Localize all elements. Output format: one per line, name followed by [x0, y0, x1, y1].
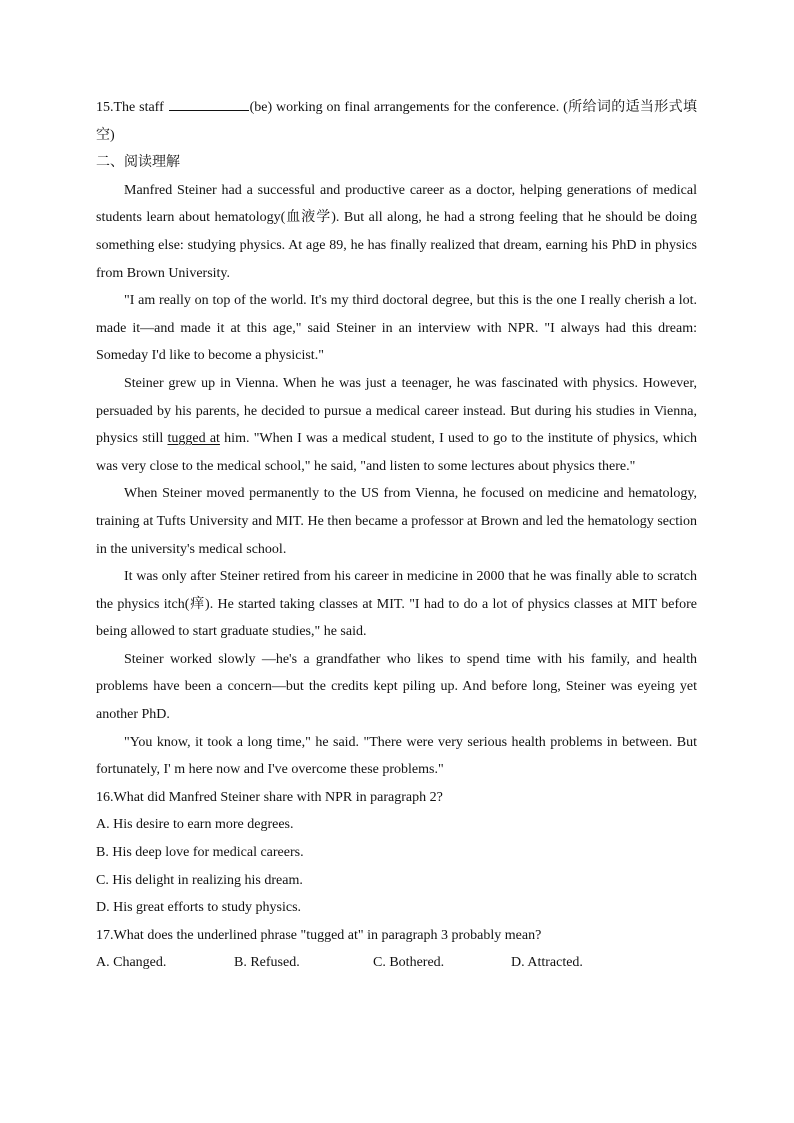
p3-text-after: him. "When I was a medical student, I used to go to the institute of physics, which was very close to the medical school," he said, "and listen to some lectures about physics there." [96, 431, 697, 474]
passage-paragraph-4: When Steiner moved permanently to the US from Vienna, he focused on medicine and hematology, training at Tufts University and MIT. He then became a professor at Brown and led the hematology section in the university's medical school. [96, 486, 697, 557]
underlined-phrase: tugged at [167, 431, 220, 447]
q15-answer-blank[interactable] [169, 98, 249, 111]
passage-paragraph-6: Steiner worked slowly —he's a grandfather who likes to spend time with his family, and health problems have been a concern—but the credits kept piling up. And before long, Steiner was eyeing yet another PhD. [96, 651, 697, 723]
q16-option-a[interactable]: A. His desire to earn more degrees. [96, 817, 294, 833]
q15-prefix: 15.The staff [96, 100, 168, 115]
q17-option-b[interactable]: B. Refused. [234, 955, 300, 971]
question-16 [96, 784, 697, 922]
passage-paragraph-5: It was only after Steiner retired from his career in medicine in 2000 that he was finally able to scratch the physics itch(痒). He started taking classes at MIT. "I had to do a lot of physics classes at MIT before being allowed to start graduate studies," he said. [96, 569, 697, 640]
q16-option-d[interactable]: D. His great efforts to study physics. [96, 900, 302, 916]
passage-paragraph-2: "I am really on top of the world. It's my third doctoral degree, but this is the one I really cherish a lot. made it—and made it at this age," said Steiner in an interview with NPR. "I always had this dream: Someday I'd like to become a physicist." [96, 293, 697, 364]
passage-paragraph-1: Manfred Steiner had a successful and productive career as a doctor, helping generations of medical students learn about hematology(血液学). But all along, he had a strong feeling that he should be doing something else: studying physics. At age 89, he has finally realized that dream, earning his PhD in physics from Brown University. [96, 182, 697, 281]
q17-option-a[interactable]: A. Changed. [96, 955, 167, 971]
q16-option-b[interactable]: B. His deep love for medical careers. [96, 845, 304, 861]
q16-option-c[interactable]: C. His delight in realizing his dream. [96, 872, 303, 888]
passage-paragraph-7: "You know, it took a long time," he said. "There were very serious health problems in between. But fortunately, I' m here now and I've overcome these problems." [96, 734, 697, 778]
section-title: 二、阅读理解 [96, 154, 180, 171]
q17-option-d[interactable]: D. Attracted. [511, 955, 583, 971]
p3-text-before: Steiner grew up in Vienna. When he was just a teenager, he was fascinated with physics. However, persuaded by his parents, he decided to pursue a medical career instead. But during his studies in Vienna, physics still [96, 375, 697, 447]
q16-stem: 16.What did Manfred Steiner share with NPR in paragraph 2? [96, 789, 443, 805]
passage-paragraph-3 [96, 370, 697, 480]
worksheet-content [96, 94, 697, 977]
question-17 [96, 922, 697, 977]
q17-options [96, 949, 697, 977]
question-15 [96, 94, 697, 149]
q17-stem: 17.What does the underlined phrase "tugged at" in paragraph 3 probably mean? [96, 927, 542, 943]
q15-suffix: (be) working on final arrangements for the conference. (所给词的适当形式填空) [96, 100, 698, 143]
q17-option-c[interactable]: C. Bothered. [373, 955, 445, 971]
